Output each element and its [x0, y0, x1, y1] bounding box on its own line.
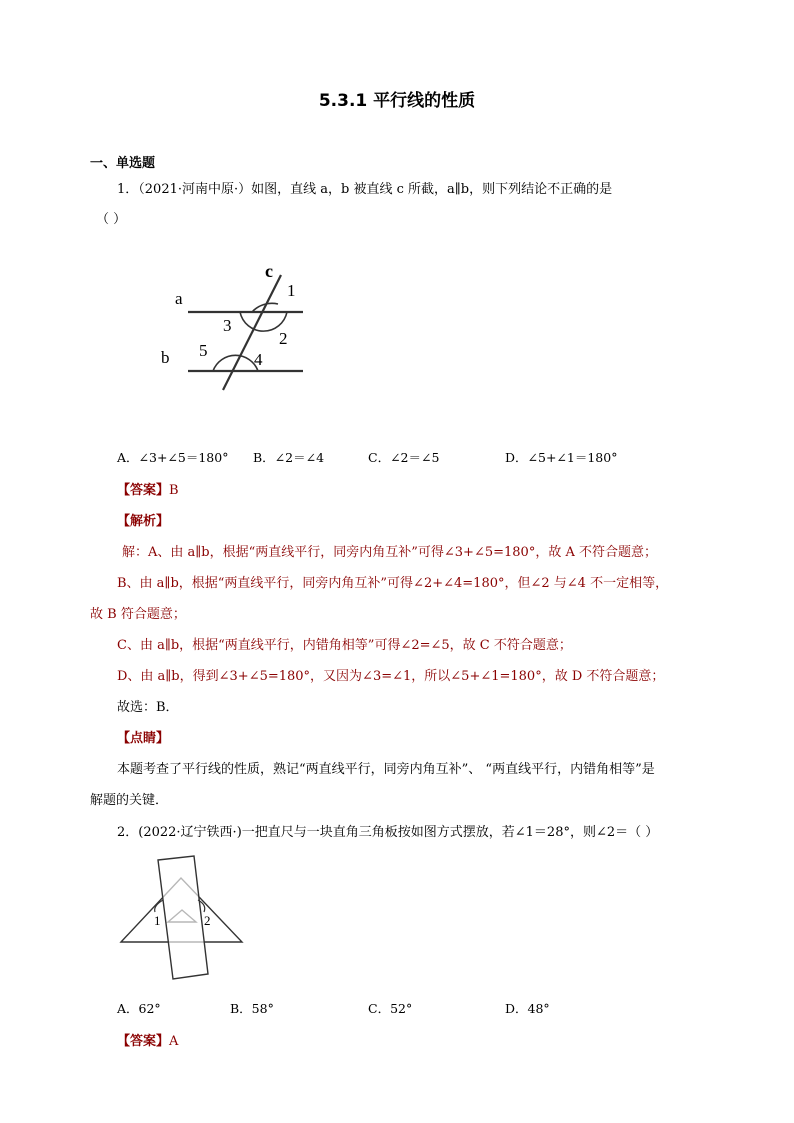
- analysis-line: 故 B 符合题意；: [90, 607, 186, 622]
- answer-value: A: [169, 1034, 179, 1049]
- q1-option-b: B．∠2＝∠4: [253, 450, 325, 465]
- q2-option-b: B．58°: [230, 1001, 274, 1016]
- q2-figure: [118, 850, 248, 982]
- q2-option-a: A．62°: [117, 1001, 161, 1016]
- analysis-line: 故选：B．: [117, 700, 179, 715]
- q1-answer: [117, 479, 179, 498]
- label-1: 1: [154, 913, 161, 928]
- comment-line: 解题的关键．: [90, 793, 169, 808]
- comment-label: 【点睛】: [117, 731, 170, 746]
- page-title: 5.3.1 平行线的性质: [318, 91, 476, 111]
- analysis-line: B、由 a∥b，根据“两直线平行，同旁内角互补”可得∠2+∠4=180°，但∠2 与∠4 不一定相等，: [117, 576, 669, 591]
- line-c: [223, 275, 281, 390]
- q1-option-c: C．∠2＝∠5: [368, 450, 440, 465]
- label-5: 5: [199, 341, 208, 360]
- answer-value: B: [169, 483, 179, 498]
- q1-blank: （ ）: [96, 212, 127, 227]
- label-a: a: [175, 289, 183, 308]
- analysis-line: D、由 a∥b，得到∠3+∠5=180°，又因为∠3=∠1，所以∠5+∠1=180°，故 D 不符合题意；: [117, 669, 665, 684]
- label-2: 2: [204, 913, 211, 928]
- q1-figure: [150, 258, 320, 393]
- analysis-label: 【解析】: [117, 514, 170, 529]
- analysis-line: C、由 a∥b，根据“两直线平行，内错角相等”可得∠2=∠5，故 C 不符合题意；: [117, 638, 572, 653]
- section-heading: 一、单选题: [90, 156, 156, 171]
- label-3: 3: [223, 316, 232, 335]
- label-4: 4: [254, 350, 263, 369]
- label-1: 1: [287, 281, 296, 300]
- label-2: 2: [279, 329, 288, 348]
- label-c: c: [265, 261, 273, 281]
- straight-ruler: [158, 856, 208, 979]
- q1-option-a: A．∠3+∠5＝180°: [117, 450, 229, 465]
- q2-option-c: C．52°: [368, 1001, 413, 1016]
- label-b: b: [161, 348, 170, 367]
- comment-line: 本题考查了平行线的性质，熟记“两直线平行，同旁内角互补”、 “两直线平行，内错角相等”是: [117, 762, 655, 777]
- q1-stem: 1．（2021·河南中原·）如图，直线 a，b 被直线 c 所截，a∥b，则下列结论不正确的是: [117, 182, 613, 197]
- analysis-line: 解：A、由 a∥b，根据“两直线平行，同旁内角互补”可得∠3+∠5=180°，故 A 不符合题意；: [122, 545, 657, 560]
- q2-answer: [117, 1030, 178, 1049]
- answer-label: 【答案】: [117, 483, 170, 498]
- q1-option-d: D．∠5+∠1＝180°: [505, 450, 618, 465]
- answer-label: 【答案】: [117, 1034, 170, 1049]
- q2-option-d: D．48°: [505, 1001, 550, 1016]
- q2-stem: 2．(2022·辽宁铁西·)一把直尺与一块直角三角板按如图方式摆放，若∠1＝28°，则∠2＝（ ）: [117, 825, 659, 840]
